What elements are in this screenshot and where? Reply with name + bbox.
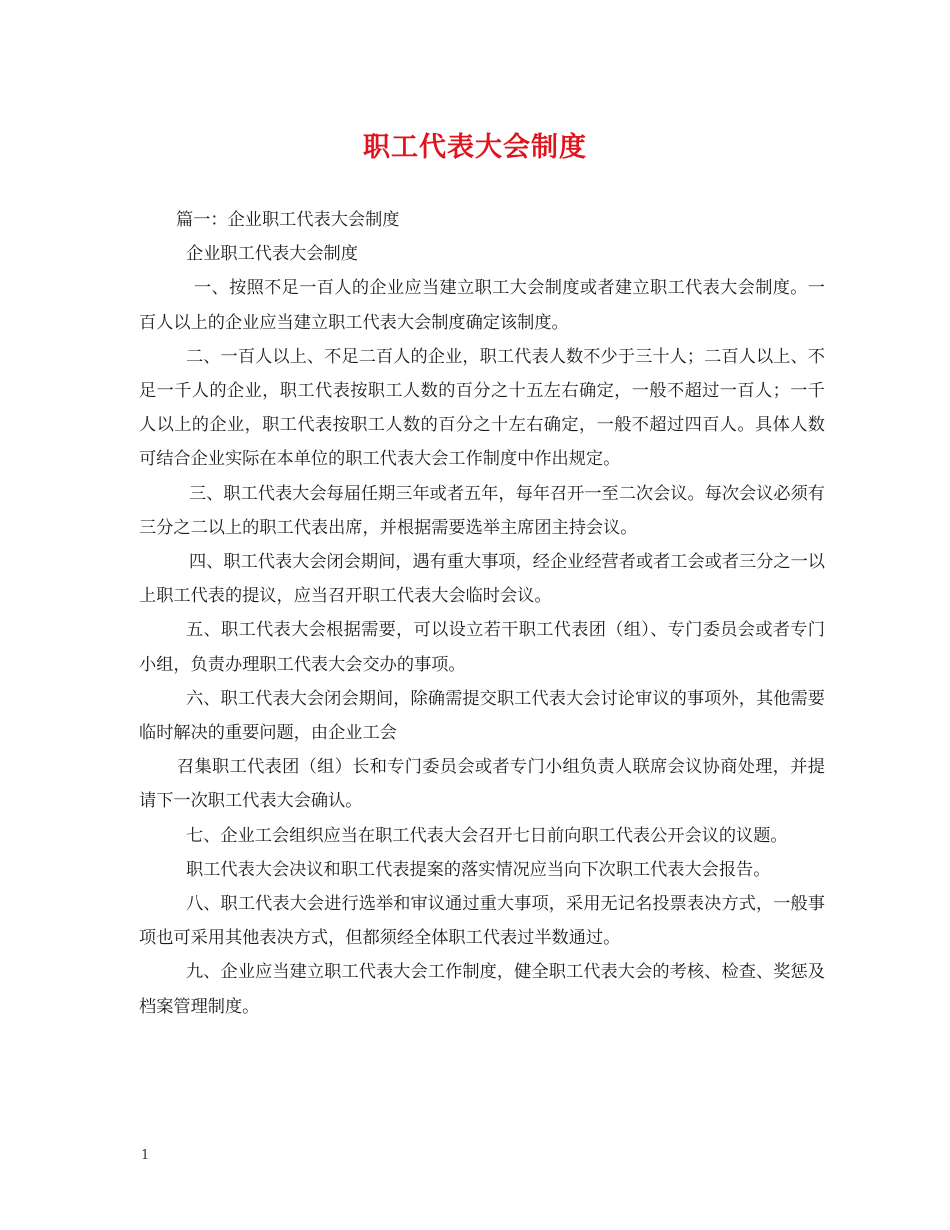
document-title: 职工代表大会制度 <box>363 132 587 163</box>
clause-3: 三、职工代表大会每届任期三年或者五年，每年召开一至二次会议。每次会议必须有三分之二以上的职工代表出席，并根据需要选举主席团主持会议。 <box>139 483 825 538</box>
clause-1: 一、按照不足一百人的企业应当建立职工大会制度或者建立职工代表大会制度。一百人以上的企业应当建立职工代表大会制度确定该制度。 <box>139 278 825 333</box>
clause-7: 七、企业工会组织应当在职工代表大会召开七日前向职工代表公开会议的议题。 <box>186 825 788 846</box>
clause-9: 九、企业应当建立职工代表大会工作制度，健全职工代表大会的考核、检查、奖惩及档案管理制度。 <box>139 962 825 1017</box>
clause-6-continued: 召集职工代表团（组）长和专门委员会或者专门小组负责人联席会议协商处理，并提请下一次职工代表大会确认。 <box>139 757 825 812</box>
page-number: 1 <box>141 1148 150 1163</box>
clause-2: 二、一百人以上、不足二百人的企业，职工代表人数不少于三十人；二百人以上、不足一千人的企业，职工代表按职工人数的百分之十五左右确定，一般不超过一百人；一千人以上的企业，职工代表按职工人数的百分之十左右确定，一般不超过四百人。具体人数可结合企业实际在本单位的职工代表大会工作制度中作出规定。 <box>139 346 825 470</box>
document-body <box>139 203 825 1024</box>
clause-7-note: 职工代表大会决议和职工代表提案的落实情况应当向下次职工代表大会报告。 <box>186 859 771 880</box>
clause-4: 四、职工代表大会闭会期间，遇有重大事项，经企业经营者或者工会或者三分之一以上职工代表的提议，应当召开职工代表大会临时会议。 <box>139 552 825 607</box>
subtitle: 企业职工代表大会制度 <box>186 244 358 265</box>
clause-6: 六、职工代表大会闭会期间，除确需提交职工代表大会讨论审议的事项外，其他需要临时解决的重要问题，由企业工会 <box>139 688 825 744</box>
clause-8: 八、职工代表大会进行选举和审议通过重大事项，采用无记名投票表决方式，一般事项也可采用其他表决方式，但都须经全体职工代表过半数通过。 <box>139 894 825 949</box>
section-heading: 篇一：企业职工代表大会制度 <box>176 210 400 230</box>
clause-5: 五、职工代表大会根据需要，可以设立若干职工代表团（组）、专门委员会或者专门小组，负责办理职工代表大会交办的事项。 <box>139 620 825 675</box>
